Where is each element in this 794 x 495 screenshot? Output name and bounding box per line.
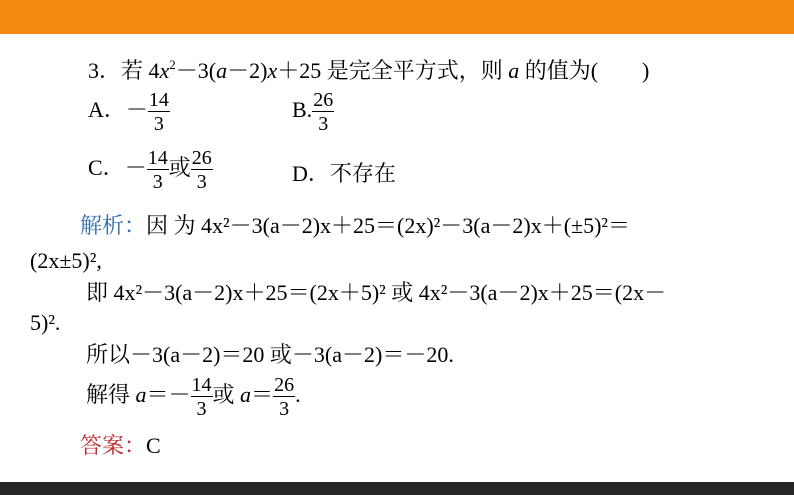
analysis-line-4: 5)². xyxy=(30,310,61,335)
option-c: C．－ $\frac{14}{3}$ 或 $\frac{26}{3}$ xyxy=(88,147,212,193)
fraction: $\frac{14}{3}$ xyxy=(148,89,169,135)
question-stem: 3．若 $4x^2-3(a-2)x+25$ 是完全平方式，则 a 的值为( ) xyxy=(88,57,650,83)
option-d: D．不存在 xyxy=(292,161,396,186)
option-a: A．－ $\frac{14}{3}$ xyxy=(88,89,169,135)
analysis-line-5: 所以－3(a－2)＝20 或－3(a－2)＝－20. xyxy=(86,342,454,367)
answer-value: C xyxy=(146,433,161,458)
option-b: B. $\frac{26}{3}$ xyxy=(292,89,334,135)
bottom-bar xyxy=(0,482,794,495)
analysis-label: 解析： xyxy=(80,213,147,238)
analysis-line-2: (2x±5)², xyxy=(30,248,102,273)
fraction: $\frac{14}{3}$ xyxy=(147,147,168,193)
top-accent-bar xyxy=(0,0,794,34)
analysis-line-3: 即 4x²－3(a－2)x＋25＝(2x＋5)² 或 4x²－3(a－2)x＋25＝(2x－ xyxy=(86,280,667,305)
fraction: $\frac{26}{3}$ xyxy=(274,374,295,420)
fraction: $\frac{14}{3}$ xyxy=(191,374,212,420)
answer-label: 答案： xyxy=(80,433,147,458)
answer-line xyxy=(80,435,161,457)
fraction: $\frac{26}{3}$ xyxy=(191,147,212,193)
analysis-line-1: 解析：因 为 4x²－3(a－2)x＋25＝(2x)²－3(a－2)x＋(±5)²＝ xyxy=(80,213,631,238)
analysis-solution: 解得 a＝－ $\frac{14}{3}$ 或 a＝ $\frac{26}{3}$ . xyxy=(86,374,301,420)
fraction: $\frac{26}{3}$ xyxy=(313,89,334,135)
